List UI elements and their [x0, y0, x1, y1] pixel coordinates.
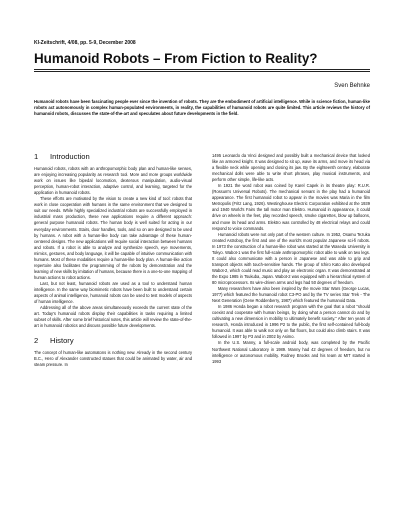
- left-column: [34, 154, 192, 369]
- author-name: Sven Behnke: [334, 83, 370, 89]
- paper-title: Humanoid Robots – From Fiction to Reality?: [34, 51, 318, 66]
- section-title: History: [50, 336, 74, 346]
- section-heading-history: [34, 338, 192, 344]
- paragraph: In 1986 Honda began a robot research program with the goal that a robot "should coexist and cooperate with human beings, by doing what a person cannot do and by cultivating a new dimension in mobility to ultimately benefit society." After ten years of research, Honda introduced in 1996 P2 to the public, the first self-contained full-body humanoid. It was able to walk not only on flat floors, but could also climb stairs. It was followed in 1997 by P3 and in 2002 by Asimo.: [212, 304, 370, 340]
- paragraph: Last, but not least, humanoid robots are used as a tool to understand human intelligence. In the same way biomimetic robots have been built to understand certain aspects of animal intelligence, humanoid robots can be used to test models of aspects of human intelligence.: [34, 280, 192, 305]
- section-title: Introduction: [50, 152, 90, 161]
- paragraph: These efforts are motivated by the vision to create a new kind of tool: robots that work in close cooperation with humans in the same environment that we designed to suit our needs. While highly specialized industrial robots are successfully employed in industrial mass production, these new applications require a different approach: general purpose humanoid robots. The human body is well suited for acting in our everyday environments. Stairs, door handles, tools, and so on are designed to be used by humans. A robot with a human-like body can take advantage of these human-centered designs. The new applications will require social interaction between humans and robots. If a robot is able to analyze and synthesize speech, eye movements, mimics, gestures, and body language, it will be capable of intuitive communication with humans. Most of these modalities require a human-like body plan. A human-like action repertoire also facilitates the programming of the robots by demonstration and the learning of new skills by imitation of humans, because there is a one-to-one mapping of human actions to robot actions.: [34, 196, 192, 280]
- title-divider-bottom: [34, 71, 370, 72]
- right-column: [212, 153, 370, 365]
- journal-header: KI-Zeitschrift, 4/08, pp. 5-9, December 2008: [34, 40, 136, 46]
- paragraph: Humanoid robots, robots with an anthropomorphic body plan and human-like senses, are enjoying increasing popularity as research tool. More and more groups worldwide work on issues like bipedal locomotion, dexterous manipulation, audio-visual perception, human-robot interaction, adaptive control, and learning, targeted for the application in humanoid robots.: [34, 166, 192, 196]
- paragraph: The concept of human-like automatons is nothing new. Already in the second century B.C., Hero of Alexander constructed statues that could be animated by water, air and steam pressure. In: [34, 350, 192, 368]
- abstract: Humanoid robots have been fascinating people ever since the invention of robots. They are the embodiment of artificial intelligence. While in science fiction, human-like robots act autonomously in complex human-populated environments, in reality, the capabilities of humanoid robots are quite limited. This article reviews the history of humanoid robots, discusses the state-of-the-art and speculates about future developments in the field.: [34, 99, 370, 117]
- section-number: 2: [34, 336, 39, 346]
- paragraph: 1495 Leonardo da Vinci designed and possibly built a mechanical device that looked like an armored knight. It was designed to sit up, wave its arms, and move its head via a flexible neck while opening and closing its jaw. By the eighteenth century, elaborate mechanical dolls were able to write short phrases, play musical instruments, and perform other simple, life-like acts.: [212, 153, 370, 183]
- paragraph: Humanoid robots were not only part of the western culture. In 1952, Osamu Tezuka created Astroboy, the first and one of the world's most popular Japanese sci-fi robots. In 1973 the construction of a human-like robot was started at the Waseda University in Tokyo. Wabot-1 was the first full-scale anthropomorphic robot able to walk on two legs. It could also communicate with a person in Japanese and was able to grip and transport objects with touch-sensitive hands. The group of Ichiro Kato also developed Wabot-2, which could read music and play an electronic organ. It was demonstrated at the Expo 1985 in Tsukuba, Japan. Wabot-2 was equipped with a hierarchical system of 80 microprocessors. Its wire-driven arms and legs had 50 degrees of freedom.: [212, 231, 370, 285]
- section-heading-introduction: [34, 154, 192, 160]
- paragraph: In the U.S. Manny, a full-scale android body, was completed by the Pacific Northwest National Laboratory in 1989. Manny had 42 degrees of freedom, but no intelligence or autonomous mobility. Rodney Brooks and his team at MIT started in 1993: [212, 340, 370, 364]
- paragraph: Addressing all of the above areas simultaneously exceeds the current state of the art. Today's humanoid robots display their capabilities in tasks requiring a limited subset of skills. After some brief historical notes, this article will review the state-of-the-art in humanoid robotics and discuss possible future developments.: [34, 305, 192, 329]
- paragraph: In 1921 the word robot was coined by Karel Capek in its theatre play: R.U.R. (Rossum's Universal Robots). The mechanical servant in the play had a humanoid appearance. The first humanoid robot to appear in the movies was Maria in the film Metropolis (Fritz Lang, 1926). Westinghouse Electric Corporation exhibited at the 1939 and 1940 World's Fairs the tall motor man Elektro. Humanoid in appearance, it could drive on wheels in the feet, play recorded speech, smoke cigarettes, blow up balloons, and move its head and arms. Elektro was controlled by 48 electrical relays and could respond to voice commands.: [212, 183, 370, 231]
- paragraph: Many researchers have also been inspired by the movie Star Wars (George Lucas, 1977) which featured the humanoid robot C3-PO and by the TV series Star Trek - The Next Generation (Gene Roddenberry, 1987) which featured the humanoid Data.: [212, 286, 370, 304]
- section-number: 1: [34, 152, 39, 161]
